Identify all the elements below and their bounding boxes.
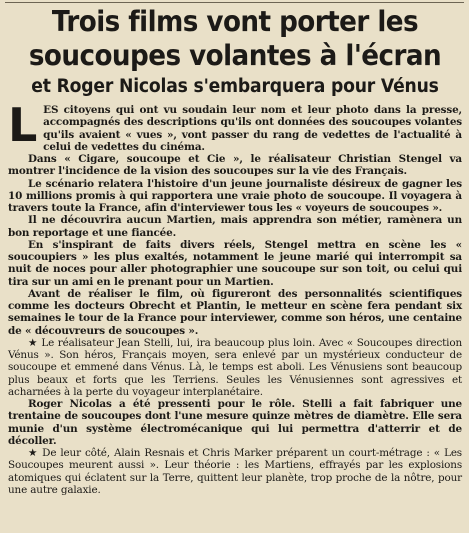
paragraph-2: Dans « Cigare, soucoupe et Cie », le réalisateur Christian Stengel va montrer l'incidence de la vision des soucoupes sur la vie des Français.	[8, 153, 462, 178]
paragraph-5: En s'inspirant de faits divers réels, Stengel mettra en scène les « soucoupiers » les plus exaltés, notamment le jeune marié qui interrompit sa nuit de noces pour aller photographier une soucoupe sur son toit, ou celui qui tira sur un ami en le prenant pour un Martien.	[8, 238, 462, 288]
paragraph-4: Il ne découvrira aucun Martien, mais apprendra son métier, ramènera un bon reportage et une fiancée.	[8, 214, 462, 239]
paragraph-1	[8, 98, 462, 153]
paragraph-6: Avant de réaliser le film, où figureront des personnalités scientifiques comme les docteurs Obrecht et Plantin, le metteur en scène fera pendant six semaines le tour de la France pour interviewer, comme son héros, une centaine de « découvreurs de soucoupes ».	[8, 287, 462, 337]
paragraph-3: Le scénario relatera l'histoire d'un jeune journaliste désireux de gagner les 10 millions promis à qui rapportera une vraie photo de soucoupe. Il voyagera à travers toute la France, afin d'interviewer tous les « voyeurs de soucoupes ».	[8, 177, 462, 214]
drop-cap: L	[8, 98, 38, 152]
paragraph-8: Roger Nicolas a été pressenti pour le rôle. Stelli a fait fabriquer une trentaine de soucoupes dont l'une mesure quinze mètres de diamètre. Elle sera munie d'un système électromécanique qui lui permettra d'atterrir et de décoller.	[8, 398, 462, 447]
headline-line-1: Trois films vont porter les	[51, 5, 419, 38]
paragraph-9: ★ De leur côté, Alain Resnais et Chris Marker préparent un court-métrage : « Les Soucoupes meurent aussi ». Leur théorie : les Martiens, effrayés par les explosions atomiques qui éclatent sur la Terre, quittent leur planète, trop proche de la nôtre, pour une autre galaxie.	[8, 447, 462, 496]
subheadline: et Roger Nicolas s'embarquera pour Vénus	[31, 76, 439, 97]
paragraph-7: ★ Le réalisateur Jean Stelli, lui, ira beaucoup plus loin. Avec « Soucoupes direction Vénus ». Son héros, Français moyen, sera enlevé par un mystérieux conducteur de soucoupe et emmené dans Vénus. Là, le temps est aboli. Les Vénusiens sont beaucoup plus beaux et forts que les Terriens. Seules les Vénusiennes sont agressives et acharnées à la perte du voyageur interplanétaire.	[8, 336, 462, 398]
paragraph-1-text: ES citoyens qui ont vu soudain leur nom et leur photo dans la presse, accompagnés des descriptions qu'ils ont données des soucoupes volantes qu'ils avaient « vues », vont passer du rang de vedettes de l'actualité à celui de vedettes du cinéma.	[43, 104, 462, 153]
article-body	[8, 98, 462, 496]
top-rule	[5, 2, 464, 3]
headline-line-2: soucoupes volantes à l'écran	[28, 39, 442, 72]
